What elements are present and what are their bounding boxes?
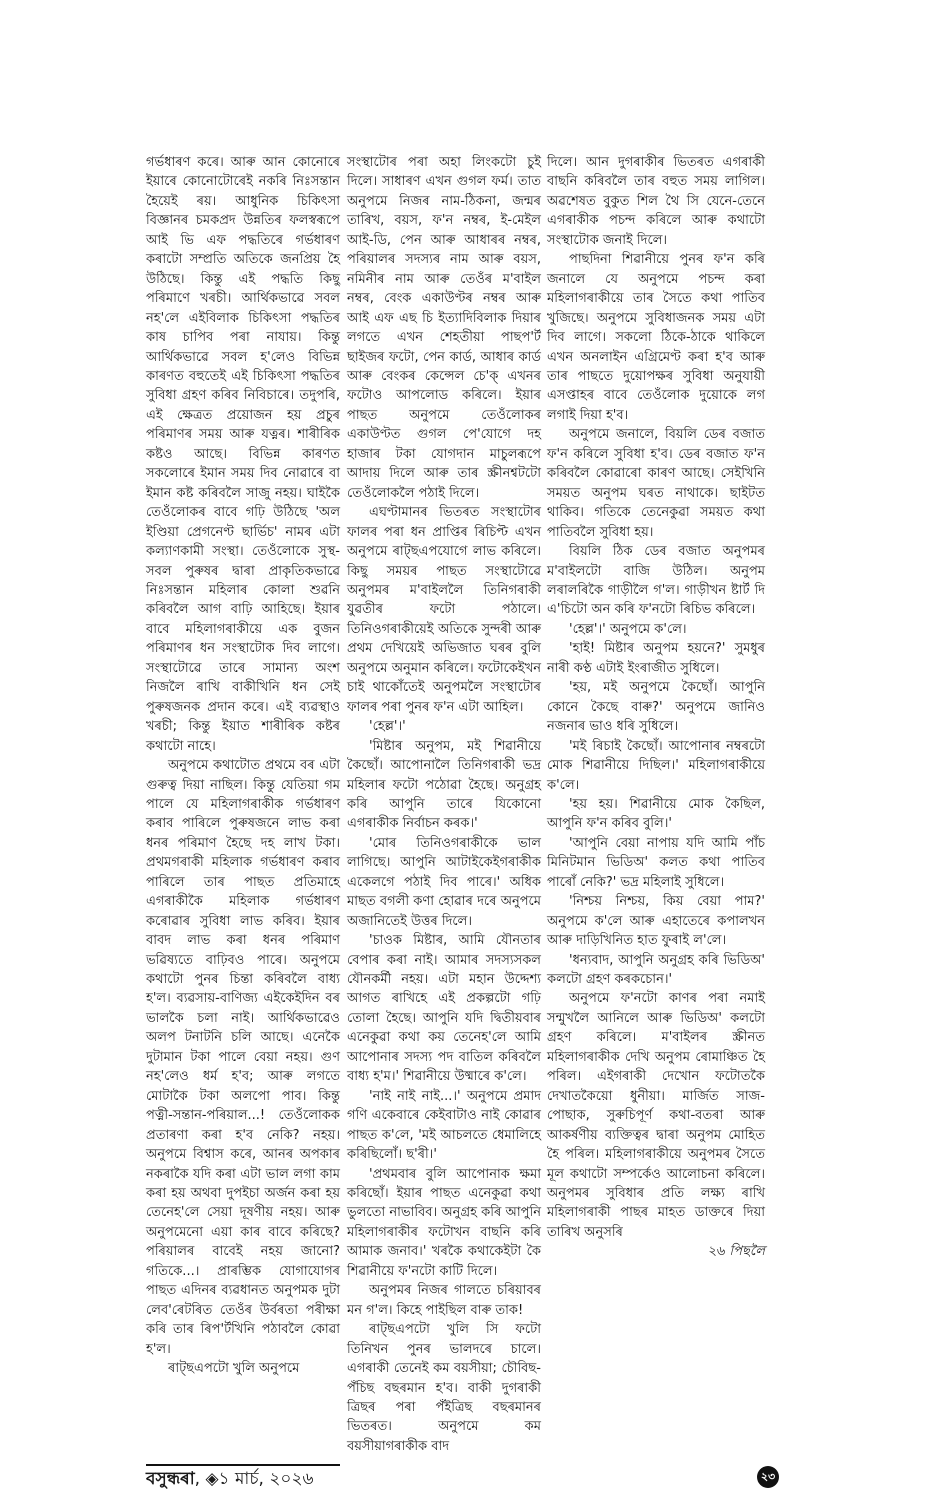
paragraph: ৰাট্ছএপটো খুলি সি ফটো তিনিখন পুনৰ ভালদৰে চালে। এগৰাকী তেনেই কম বয়সীয়া; চৌবিছ-পঁচিছ বছৰমান হ'ব। বাকী দুগৰাকী ত্ৰিছৰ পৰা পঁইত্ৰিছ বছৰমানৰ ভিতৰত। অনুপমে কম বয়সীয়াগৰাকীক বাদ: [347, 1322, 541, 1454]
paragraph: 'হয় হয়। শিৱানীয়ে মোক কৈছিল, আপুনি ফ'ন কৰিব বুলি।': [547, 796, 765, 832]
paragraph: 'হয়, মই অনুপমে কৈছোঁ। আপুনি কোনে কৈছে বাৰু?' অনুপমে জানিও নজনাৰ ভাও ধৰি সুধিলে।: [547, 680, 765, 735]
issue-date: ◈১ মাৰ্চ, ২০২৬: [205, 1469, 314, 1489]
paragraph: অনুপমে ফ'নটো কাণৰ পৰা নমাই সন্মুখলৈ আনিলে আৰু ভিডিঅ' কলটো গ্ৰহণ কৰিলে। ম'বাইলৰ স্ক্ৰীনত মহিলাগৰাকীক দেখি অনুপম ৰোমাঞ্চিত হৈ পৰিল। এইগৰাকী দেখোন ফটোতকৈ দেখাতকৈয়ো ধুনীয়া। মাৰ্জিত সাজ-পোছাক, সুৰুচিপূৰ্ণ কথা-বতৰা আৰু আকৰ্ষণীয় ব্যক্তিত্বৰ দ্বাৰা অনুপম মোহিত হৈ পৰিল। মহিলাগৰাকীয়ে অনুপমৰ সৈতে মূল কথাটো সম্পৰ্কেও আলোচনা কৰিলে। অনুপমৰ সুবিধাৰ প্ৰতি লক্ষ্য ৰাখি মহিলাগৰাকী পাছৰ মাহত ডাক্তৰে দিয়া তাৰিখ অনুসৰি: [547, 991, 765, 1240]
paragraph: পাছদিনা শিৱানীয়ে পুনৰ ফ'ন কৰি জনালে যে অনুপমে পচন্দ কৰা মহিলাগৰাকীয়ে তাৰ সৈতে কথা পাতিব খুজিছে। অনুপমে সুবিধাজনক সময় এটা দিব লাগে। সকলো ঠিকে-ঠাকে থাকিলে এখন অনলাইন এগ্ৰিমেণ্ট কৰা হ'ব আৰু তাৰ পাছতে দুয়োপক্ষৰ সুবিধা অনুযায়ী এসপ্তাহৰ বাবে তেওঁলোক দুয়োকে লগ লগাই দিয়া হ'ব।: [547, 252, 765, 423]
paragraph: 'মোৰ তিনিওগৰাকীকে ভাল লাগিছে। আপুনি আটাইকেইগৰাকীক একেলগে পঠাই দিব পাৰে।' অধিক মাছত বগলী কণা হোৱাৰ দৰে অনুপমে অজানিতেই উত্তৰ দিলে।: [347, 835, 541, 929]
paragraph: 'মিষ্টাৰ অনুপম, মই শিৱানীয়ে কৈছোঁ। আপোনালৈ তিনিগৰাকী ভদ্ৰ মহিলাৰ ফটো পঠোৱা হৈছে। অনুগ্ৰহ কৰি আপুনি তাৰে যিকোনো এগৰাকীক নিৰ্বাচন কৰক।': [347, 738, 541, 832]
paragraph: ৰাট্ছএপটো খুলি অনুপমে: [168, 1361, 300, 1377]
article-column-2: [347, 153, 541, 1456]
paragraph: অনুপমে কথাটোত প্ৰথমে বৰ এটা গুৰুত্ব দিয়া নাছিল। কিন্তু যেতিয়া গম পালে যে মহিলাগৰাকীক গৰ্ভধাৰণ কৰাব পাৰিলে পুৰুষজনে লাভ কৰা ধনৰ পৰিমাণ হৈছে দহ লাখ টকা। প্ৰথমগৰাকী মহিলাক গৰ্ভধাৰণ কৰাব পাৰিলে তাৰ পাছত প্ৰতিমাহে এগৰাকীকৈ মহিলাক গৰ্ভধাৰণ কৰোৱাৰ সুবিধা লাভ কৰিব। ইয়াৰ বাবদ লাভ কৰা ধনৰ পৰিমাণ ভৱিষ্যতে বাঢ়িবও পাৰে। অনুপমে কথাটো পুনৰ চিন্তা কৰিবলৈ বাধ্য হ'ল। ব্যৱসায়-বাণিজ্য এইকেইদিন বৰ ভালকৈ চলা নাই। আৰ্থিকভাৱেও অলপ টনাটনি চলি আছে। এনেকৈ দুটামান টকা পালে বেয়া নহয়। গুণ নহ'লেও ধৰ্ম হ'ব; আৰু লগতে মোটাকৈ টকা অলপো পাব। কিন্তু পত্নী-সন্তান-পৰিয়াল...! তেওঁলোকক প্ৰতাৰণা কৰা হ'ব নেকি? নহয়। অনুপমে বিশ্বাস কৰে, আনৰ অপকাৰ নকৰাকৈ যদি কৰা এটা ভাল লগা কাম কৰা হয় অথবা দুপইচা অৰ্জন কৰা হয় তেনেহ'লে সেয়া দূষণীয় নহয়। আৰু অনুপমেনো এয়া কাৰ বাবে কৰিছে? পৰিয়ালৰ বাবেই নহয় জানো? গতিকে...। প্ৰাৰম্ভিক যোগাযোগৰ পাছত এদিনৰ ব্যৱধানত অনুপমক দুটা লেব'ৰেটৰিত তেওঁৰ উৰ্বৰতা পৰীক্ষা কৰি তাৰ ৰিপ'ৰ্টখিনি পঠাবলৈ কোৱা হ'ল।: [146, 758, 340, 1357]
article-column-1: [146, 153, 340, 1379]
paragraph: 'চাওক মিষ্টাৰ, আমি যৌনতাৰ বেপাৰ কৰা নাই। আমাৰ সদস্যসকল যৌনকৰ্মী নহয়। এটা মহান উদ্দেশ্য আগত ৰাখিহে এই প্ৰকল্পটো গঢ়ি তোলা হৈছে। আপুনি যদি দ্বিতীয়বাৰ এনেকুৱা কথা কয় তেনেহ'লে আমি আপোনাৰ সদস্য পদ বাতিল কৰিবলৈ বাধ্য হ'ম।' শিৱানীয়ে উষ্মাৰে ক'লে।: [347, 933, 541, 1085]
paragraph: 'নাই নাই নাই...।' অনুপমে প্ৰমাদ গণি একেবাৰে কেইবাটাও নাই কোৱাৰ পাছত ক'লে, 'মই আচলতে ধেমালিহে কৰিছিলোঁ। ছ'ৰী।': [347, 1088, 541, 1163]
paragraph: 'নিশ্চয় নিশ্চয়, কিয় বেয়া পাম?' অনুপমে ক'লে আৰু এহাতেৰে কপালখন আৰু দাড়িখিনিত হাত ফুৰাই ল'লে।: [547, 894, 765, 949]
paragraph: 'প্ৰথমবাৰ বুলি আপোনাক ক্ষমা কৰিছোঁ। ইয়াৰ পাছত এনেকুৱা কথা ভুলতো নাভাবিব। অনুগ্ৰহ কৰি আপুনি মহিলাগৰাকীৰ ফটোখন বাছনি কৰি আমাক জনাব।' খৰকৈ কথাকেইটা কৈ শিৱানীয়ে ফ'নটো কাটি দিলে।: [347, 1166, 541, 1279]
paragraph: 'হেল্ল'।' অনুপমে ক'লে।: [569, 621, 687, 637]
paragraph: 'ধন্যবাদ, আপুনি অনুগ্ৰহ কৰি ভিডিঅ' কলটো গ্ৰহণ কৰকচোন।': [547, 952, 765, 988]
paragraph: 'হাই! মিষ্টাৰ অনুপম হয়নে?' সুমধুৰ নাৰী কণ্ঠ এটাই ইংৰাজীত সুধিলে।: [547, 641, 765, 676]
paragraph: 'মই ৰিচাই কৈছোঁ। আপোনাৰ নম্বৰটো মোক শিৱানীয়ে দিছিল।' মহিলাগৰাকীয়ে ক'লে।: [547, 738, 765, 793]
paragraph: গৰ্ভধাৰণ কৰে। আৰু আন কোনোৰে ইয়াৰে কোনোটোৰেই নকৰি নিঃসন্তান হৈয়েই ৰয়। আধুনিক চিকিৎসা বিজ্ঞানৰ চমকপ্ৰদ উন্নতিৰ ফলস্বৰূপে আই ভি এফ পদ্ধতিৰে গৰ্ভধাৰণ কৰাটো সম্প্ৰতি অতিকে জনপ্ৰিয় হৈ উঠিছে। কিন্তু এই পদ্ধতি কিছু পৰিমাণে খৰচী। আৰ্থিকভাৱে সবল নহ'লে এইবিলাক চিকিৎসা পদ্ধতিৰ কাষ চাপিব পৰা নাযায়। কিন্তু আৰ্থিকভাৱে সবল হ'লেও বিভিন্ন কাৰণত বহুতেই এই চিকিৎসা পদ্ধতিৰ সুবিধা গ্ৰহণ কৰিব নিবিচাৰে। তদুপৰি, এই ক্ষেত্ৰত প্ৰয়োজন হয় প্ৰচুৰ পৰিমাণৰ সময় আৰু যত্নৰ। শাৰীৰিক কষ্টও আছে। বিভিন্ন কাৰণত সকলোৰে ইমান সময় দিব নোৱাৰে বা ইমান কষ্ট কৰিবলৈ সাজু নহয়। ঘাইকৈ তেওঁলোকৰ বাবে গঢ়ি উঠিছে 'অল ইণ্ডিয়া প্ৰেগনেণ্ট ছাৰ্ভিচ' নামৰ এটা কল্যাণকামী সংস্থা। তেওঁলোকে সুস্থ-সবল পুৰুষৰ দ্বাৰা প্ৰাকৃতিকভাৱে নিঃসন্তান মহিলাৰ কোলা শুৱনি কৰিবলৈ আগ বাঢ়ি আহিছে। ইয়াৰ বাবে মহিলাগৰাকীয়ে এক বুজন পৰিমাণৰ ধন সংস্থাটোক দিব লাগে। সংস্থাটোৱে তাৰে সামান্য অংশ নিজলৈ ৰাখি বাকীখিনি ধন সেই পুৰুষজনক প্ৰদান কৰে। এই ব্যৱস্থাও খৰচী; কিন্তু ইয়াত শাৰীৰিক কষ্টৰ কথাটো নাহে।: [146, 155, 340, 754]
masthead-separator: ,: [194, 1469, 206, 1489]
paragraph: বিয়লি ঠিক ডেৰ বজাত অনুপমৰ ম'বাইলটো বাজি উঠিল। অনুপম লৰালৰিকৈ গাড়ীলৈ গ'ল। গাড়ীখন ষ্টাৰ্ট দি এ'চিটো অন কৰি ফ'নটো ৰিচিভ কৰিলে।: [547, 544, 765, 618]
paragraph: 'আপুনি বেয়া নাপায় যদি আমি পাঁচ মিনিটমান ভিডিঅ' কলত কথা পাতিব পাৰোঁ নেকি?' ভদ্ৰ মহিলাই সুধিলে।: [547, 835, 765, 890]
continued-label: পিছলৈ: [729, 1244, 765, 1260]
article-column-3: [547, 153, 765, 1262]
continued-on-page-note: [547, 1242, 765, 1261]
footer-rule: [146, 1464, 340, 1466]
continued-page: ২৬: [708, 1244, 726, 1260]
paragraph: 'হেল্ল'।': [369, 719, 406, 735]
page-number: ২৩: [757, 1466, 779, 1488]
paragraph: দিলে। আন দুগৰাকীৰ ভিতৰত এগৰাকী বাছনি কৰিবলৈ তাৰ বহুত সময় লাগিল। অৱশেষত বুকুত শিল থৈ সি যেনে-তেনে এগৰাকীক পচন্দ কৰিলে আৰু কথাটো সংস্থাটোক জনাই দিলে।: [547, 155, 765, 248]
paragraph: অনুপমে জনালে, বিয়লি ডেৰ বজাত ফ'ন কৰিলে সুবিধা হ'ব। ডেৰ বজাত ফ'ন কৰিবলৈ কোৱাৰো কাৰণ আছে। সেইখিনি সময়ত অনুপম ঘৰত নাথাকে। ছাইটত থাকিব। গতিকে তেনেকুৱা সময়ত কথা পাতিবলৈ সুবিধা হয়।: [547, 427, 765, 540]
paragraph: এঘণ্টামানৰ ভিতৰত সংস্থাটোৰ ফালৰ পৰা ধন প্ৰাপ্তিৰ ৰিচিপ্ট এখন অনুপমে ৰাট্ছএপযোগে লাভ কৰিলে। কিছু সময়ৰ পাছত সংস্থাটোৱে অনুপমৰ ম'বাইললৈ তিনিগৰাকী যুৱতীৰ ফটো পঠালে। তিনিওগৰাকীয়েই অতিকে সুন্দৰী আৰু প্ৰথম দেখিয়েই অভিজাত ঘৰৰ বুলি অনুপমে অনুমান কৰিলে। ফটোকেইখন চাই থাকোঁতেই অনুপমলৈ সংস্থাটোৰ ফালৰ পৰা পুনৰ ফ'ন এটা আহিল।: [347, 505, 541, 715]
footer-masthead: [146, 1468, 314, 1490]
magazine-name: বসুন্ধৰা: [146, 1469, 195, 1489]
paragraph: সংস্থাটোৰ পৰা অহা লিংকটো চুই দিলে। সাধাৰণ এখন গুগল ফৰ্ম। তাত অনুপমে নিজৰ নাম-ঠিকনা, জন্মৰ তাৰিখ, বয়স, ফ'ন নম্বৰ, ই-মেইল আই-ডি, পেন আৰু আধাৰৰ নম্বৰ, পৰিয়ালৰ সদস্যৰ নাম আৰু বয়স, নমিনীৰ নাম আৰু তেওঁৰ ম'বাইল নম্বৰ, বেংক একাউণ্টৰ নম্বৰ আৰু আই এফ এছ চি ইত্যাদিবিলাক দিয়াৰ লগতে এখন শেহতীয়া পাছপ'ৰ্ট ছাইজৰ ফটো, পেন কাৰ্ড, আধাৰ কাৰ্ড আৰু বেংকৰ কেন্সেল চে'ক্ এখনৰ ফটোও আপলোড কৰিলে। ইয়াৰ পাছত অনুপমে তেওঁলোকৰ একাউণ্টত গুগল পে'যোগে দহ হাজাৰ টকা যোগদান মাচুলৰূপে আদায় দিলে আৰু তাৰ স্ক্ৰীনশ্বটটো তেওঁলোকলৈ পঠাই দিলে।: [347, 155, 541, 501]
paragraph: অনুপমৰ নিজৰ গালতে চৰিয়াবৰ মন গ'ল। কিহে পাইছিল বাৰু তাক!: [347, 1283, 541, 1318]
